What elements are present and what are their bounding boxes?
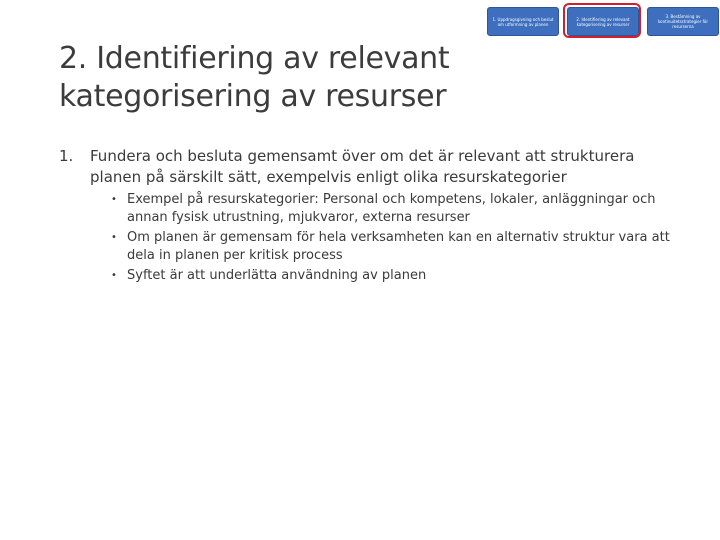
bullet-text: Exempel på resurskategorier: Personal och kompetens, lokaler, anläggningar och annan fysisk utrustning, mjukvaror, externa resurser <box>127 192 656 225</box>
slide-title-line-2: kategorisering av resurser <box>59 79 447 114</box>
item-number: 1. <box>59 147 74 165</box>
process-step-3 <box>647 7 719 36</box>
item-text: Fundera och besluta gemensamt över om det är relevant att strukturera planen på särskilt sätt, exempelvis enligt olika resurskategorier <box>90 147 635 186</box>
slide-body <box>59 146 679 287</box>
bullet-icon: • <box>111 270 117 281</box>
numbered-item-1 <box>59 146 679 188</box>
slide-title-line-1: 2. Identifiering av relevant <box>59 41 450 76</box>
active-step-highlight <box>563 3 641 38</box>
slide-title <box>59 40 449 116</box>
bullet-text: Syftet är att underlätta användning av planen <box>127 268 427 283</box>
bullet-icon: • <box>111 232 117 243</box>
bullet-text: Om planen är gemensam för hela verksamheten kan en alternativ struktur vara att dela in planen per kritisk process <box>127 230 670 263</box>
process-step-2-label: 2. Identifiering av relevant kategorisering av resurser <box>576 16 630 27</box>
bullet-item-3 <box>59 267 679 285</box>
process-step-1-label: 1. Uppdragsgivning och beslut om utformning av planen <box>492 16 554 27</box>
process-step-1 <box>487 7 559 36</box>
process-step-3-label: 3. Bestämning av kontinuitetsstrategier för resurserna <box>657 14 708 29</box>
bullet-icon: • <box>111 194 117 205</box>
bullet-list <box>59 191 679 285</box>
bullet-item-2 <box>59 229 679 265</box>
bullet-item-1 <box>59 191 679 227</box>
